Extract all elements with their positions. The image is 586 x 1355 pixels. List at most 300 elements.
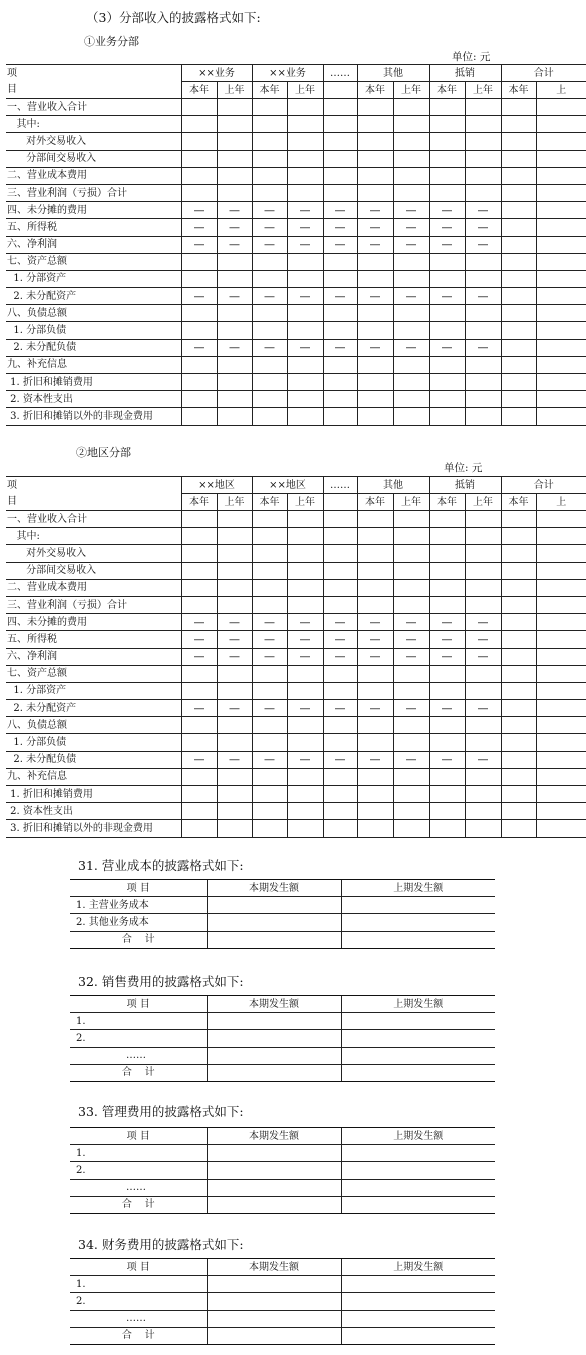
- empty-cell: [287, 167, 323, 184]
- empty-cell: [252, 562, 287, 579]
- empty-cell: [465, 511, 501, 528]
- empty-cell: [357, 596, 393, 613]
- table-row: [6, 219, 586, 236]
- dash-cell: —: [429, 700, 465, 717]
- empty-cell: [465, 768, 501, 785]
- table-row: [6, 167, 586, 184]
- dash-cell: —: [465, 751, 501, 768]
- empty-cell: [536, 786, 586, 803]
- empty-cell: [252, 768, 287, 785]
- current-period-cell: [207, 1064, 341, 1081]
- empty-cell: [536, 339, 586, 356]
- row-label: 1.: [70, 1276, 207, 1293]
- empty-cell: [323, 734, 357, 751]
- dash-cell: —: [323, 648, 357, 665]
- empty-cell: [501, 133, 536, 150]
- dash-cell: —: [217, 614, 252, 631]
- empty-cell: [429, 768, 465, 785]
- empty-cell: [217, 511, 252, 528]
- empty-cell: [536, 596, 586, 613]
- empty-cell: [393, 356, 429, 373]
- empty-cell: [536, 751, 586, 768]
- empty-cell: [501, 528, 536, 545]
- empty-cell: [323, 270, 357, 287]
- row-label: 2. 资本性支出: [6, 803, 181, 820]
- current-period-cell: [207, 1179, 341, 1196]
- dash-cell: —: [465, 614, 501, 631]
- empty-cell: [217, 391, 252, 408]
- empty-cell: [357, 374, 393, 391]
- empty-cell: [217, 820, 252, 837]
- empty-cell: [501, 682, 536, 699]
- empty-cell: [501, 408, 536, 425]
- table-row: [6, 202, 586, 219]
- empty-cell: [181, 391, 217, 408]
- empty-cell: [501, 356, 536, 373]
- current-period-cell: [207, 1162, 341, 1179]
- dash-cell: —: [393, 219, 429, 236]
- current-period-cell: [207, 931, 341, 948]
- sub-column-header: 上年: [393, 82, 429, 99]
- empty-cell: [465, 596, 501, 613]
- row-label: 八、负债总额: [6, 305, 181, 322]
- dash-cell: —: [287, 648, 323, 665]
- empty-cell: [465, 391, 501, 408]
- empty-cell: [536, 408, 586, 425]
- dash-cell: —: [287, 219, 323, 236]
- empty-cell: [252, 545, 287, 562]
- empty-cell: [217, 528, 252, 545]
- empty-cell: [429, 579, 465, 596]
- empty-cell: [501, 579, 536, 596]
- row-label: 七、资产总额: [6, 665, 181, 682]
- empty-cell: [181, 253, 217, 270]
- row-label: 3. 折旧和摊销以外的非现金费用: [6, 820, 181, 837]
- dash-cell: —: [217, 202, 252, 219]
- column-header: 上期发生额: [341, 1259, 495, 1276]
- sub-column-header: 本年: [357, 494, 393, 511]
- empty-cell: [181, 322, 217, 339]
- empty-cell: [181, 682, 217, 699]
- empty-cell: [501, 545, 536, 562]
- empty-cell: [357, 579, 393, 596]
- empty-cell: [252, 786, 287, 803]
- group-header: ……: [323, 65, 357, 82]
- empty-cell: [501, 167, 536, 184]
- empty-cell: [287, 786, 323, 803]
- table-row: [6, 356, 586, 373]
- table-row: [6, 786, 586, 803]
- dash-cell: —: [323, 339, 357, 356]
- empty-cell: [357, 305, 393, 322]
- empty-cell: [501, 648, 536, 665]
- prior-period-cell: [341, 1064, 495, 1081]
- empty-cell: [429, 305, 465, 322]
- sub-column-header: 本年: [357, 82, 393, 99]
- empty-cell: [252, 322, 287, 339]
- empty-cell: [536, 700, 586, 717]
- dash-cell: —: [429, 219, 465, 236]
- empty-cell: [287, 150, 323, 167]
- current-period-cell: [207, 1145, 341, 1162]
- dash-cell: —: [393, 631, 429, 648]
- table-row: [70, 931, 495, 948]
- empty-cell: [536, 219, 586, 236]
- empty-cell: [393, 116, 429, 133]
- dash-cell: —: [252, 202, 287, 219]
- empty-cell: [181, 408, 217, 425]
- empty-cell: [429, 734, 465, 751]
- empty-cell: [323, 253, 357, 270]
- empty-cell: [393, 150, 429, 167]
- empty-cell: [323, 545, 357, 562]
- group-header: ××业务: [252, 65, 323, 82]
- empty-cell: [465, 270, 501, 287]
- current-period-cell: [207, 1327, 341, 1344]
- group-header: ××业务: [181, 65, 252, 82]
- table32-title: 32. 销售费用的披露格式如下:: [78, 974, 244, 989]
- empty-cell: [357, 734, 393, 751]
- row-label: 1. 分部资产: [6, 682, 181, 699]
- empty-cell: [357, 253, 393, 270]
- row-label: 合 计: [70, 1327, 207, 1344]
- empty-cell: [393, 562, 429, 579]
- empty-cell: [252, 184, 287, 201]
- empty-cell: [217, 150, 252, 167]
- dash-cell: —: [252, 648, 287, 665]
- empty-cell: [536, 820, 586, 837]
- empty-cell: [393, 133, 429, 150]
- dash-cell: —: [465, 202, 501, 219]
- empty-cell: [393, 717, 429, 734]
- empty-cell: [357, 270, 393, 287]
- empty-cell: [181, 305, 217, 322]
- empty-cell: [323, 562, 357, 579]
- empty-cell: [501, 717, 536, 734]
- row-label: 其中:: [6, 116, 181, 133]
- dash-cell: —: [429, 631, 465, 648]
- dash-cell: —: [323, 700, 357, 717]
- empty-cell: [357, 133, 393, 150]
- empty-cell: [217, 786, 252, 803]
- empty-cell: [287, 253, 323, 270]
- empty-cell: [217, 596, 252, 613]
- sub-column-header: 上年: [465, 494, 501, 511]
- table34-title: 34. 财务费用的披露格式如下:: [78, 1237, 244, 1252]
- empty-cell: [181, 596, 217, 613]
- empty-cell: [217, 734, 252, 751]
- dash-cell: —: [393, 751, 429, 768]
- dash-cell: —: [429, 288, 465, 305]
- row-label: 一、营业收入合计: [6, 511, 181, 528]
- dash-cell: —: [393, 236, 429, 253]
- dash-cell: —: [323, 288, 357, 305]
- empty-cell: [323, 579, 357, 596]
- row-label: 合 计: [70, 1196, 207, 1213]
- empty-cell: [501, 305, 536, 322]
- empty-cell: [287, 596, 323, 613]
- empty-cell: [252, 734, 287, 751]
- empty-cell: [357, 322, 393, 339]
- empty-cell: [323, 305, 357, 322]
- empty-cell: [357, 511, 393, 528]
- empty-cell: [287, 579, 323, 596]
- empty-cell: [393, 734, 429, 751]
- row-label: 1. 分部负债: [6, 734, 181, 751]
- sub-column-header: 本年: [429, 82, 465, 99]
- dash-cell: —: [465, 700, 501, 717]
- table-row: [70, 1327, 495, 1344]
- empty-cell: [536, 648, 586, 665]
- empty-cell: [501, 236, 536, 253]
- column-header: 上期发生额: [341, 880, 495, 897]
- empty-cell: [287, 768, 323, 785]
- empty-cell: [287, 116, 323, 133]
- empty-cell: [287, 322, 323, 339]
- row-label: 五、所得税: [6, 219, 181, 236]
- empty-cell: [465, 579, 501, 596]
- empty-cell: [252, 391, 287, 408]
- empty-cell: [252, 682, 287, 699]
- dash-cell: —: [465, 631, 501, 648]
- prior-period-cell: [341, 1179, 495, 1196]
- empty-cell: [501, 116, 536, 133]
- row-label: 分部间交易收入: [6, 562, 181, 579]
- table-row: [70, 1276, 495, 1293]
- row-label: 1. 折旧和摊销费用: [6, 786, 181, 803]
- empty-cell: [501, 768, 536, 785]
- empty-cell: [217, 116, 252, 133]
- empty-cell: [357, 184, 393, 201]
- empty-cell: [181, 562, 217, 579]
- empty-cell: [287, 356, 323, 373]
- empty-cell: [393, 682, 429, 699]
- dash-cell: —: [429, 648, 465, 665]
- dash-cell: —: [323, 614, 357, 631]
- empty-cell: [357, 682, 393, 699]
- empty-cell: [536, 99, 586, 116]
- table-row: [6, 322, 586, 339]
- empty-cell: [429, 511, 465, 528]
- sub-column-header: 上年: [393, 494, 429, 511]
- empty-cell: [357, 528, 393, 545]
- row-label: 对外交易收入: [6, 545, 181, 562]
- empty-cell: [501, 270, 536, 287]
- prior-period-cell: [341, 1030, 495, 1047]
- empty-cell: [501, 786, 536, 803]
- empty-cell: [465, 150, 501, 167]
- empty-cell: [465, 545, 501, 562]
- dash-cell: —: [357, 700, 393, 717]
- empty-cell: [181, 717, 217, 734]
- row-label: 2.: [70, 1162, 207, 1179]
- business-segment-table: [6, 64, 586, 426]
- row-label: 六、净利润: [6, 648, 181, 665]
- dash-cell: —: [393, 614, 429, 631]
- column-header: 本期发生额: [207, 1259, 341, 1276]
- group-header: ……: [323, 477, 357, 494]
- empty-cell: [393, 803, 429, 820]
- empty-cell: [323, 803, 357, 820]
- dash-cell: —: [287, 700, 323, 717]
- row-label: 2.: [70, 1030, 207, 1047]
- empty-cell: [393, 665, 429, 682]
- table-row: [6, 682, 586, 699]
- dash-cell: —: [181, 236, 217, 253]
- row-label: ……: [70, 1047, 207, 1064]
- row-label: 二、营业成本费用: [6, 579, 181, 596]
- dash-cell: —: [357, 631, 393, 648]
- empty-cell: [393, 820, 429, 837]
- group-header: 其他: [357, 65, 429, 82]
- empty-cell: [429, 356, 465, 373]
- dash-cell: —: [465, 236, 501, 253]
- empty-cell: [536, 803, 586, 820]
- column-header: 项 目: [70, 1259, 207, 1276]
- empty-cell: [181, 820, 217, 837]
- empty-cell: [429, 682, 465, 699]
- dash-cell: —: [181, 219, 217, 236]
- table-row: [70, 1310, 495, 1327]
- table-row: [6, 768, 586, 785]
- empty-cell: [465, 820, 501, 837]
- empty-cell: [536, 768, 586, 785]
- empty-cell: [429, 374, 465, 391]
- empty-cell: [323, 116, 357, 133]
- empty-cell: [323, 682, 357, 699]
- table-row: [70, 897, 495, 914]
- current-period-cell: [207, 897, 341, 914]
- dash-cell: —: [181, 631, 217, 648]
- region-segment-subtitle: ②地区分部: [76, 446, 131, 459]
- empty-cell: [501, 631, 536, 648]
- table-row: [6, 631, 586, 648]
- current-period-cell: [207, 914, 341, 931]
- empty-cell: [181, 786, 217, 803]
- dash-cell: —: [393, 202, 429, 219]
- empty-cell: [536, 270, 586, 287]
- empty-cell: [465, 374, 501, 391]
- empty-cell: [536, 116, 586, 133]
- sub-column-header: 上年: [217, 82, 252, 99]
- row-label: 2. 资本性支出: [6, 391, 181, 408]
- empty-cell: [252, 596, 287, 613]
- dash-cell: —: [287, 288, 323, 305]
- dash-cell: —: [252, 751, 287, 768]
- empty-cell: [465, 682, 501, 699]
- empty-cell: [323, 596, 357, 613]
- empty-cell: [323, 717, 357, 734]
- row-label: 2. 其他业务成本: [70, 914, 207, 931]
- dash-cell: —: [181, 614, 217, 631]
- empty-cell: [287, 562, 323, 579]
- empty-cell: [393, 270, 429, 287]
- row-label: 1. 主营业务成本: [70, 897, 207, 914]
- empty-cell: [287, 391, 323, 408]
- empty-cell: [393, 167, 429, 184]
- table-row: [70, 1047, 495, 1064]
- empty-cell: [217, 768, 252, 785]
- empty-cell: [393, 253, 429, 270]
- empty-cell: [217, 167, 252, 184]
- dash-cell: —: [323, 631, 357, 648]
- prior-period-cell: [341, 1310, 495, 1327]
- empty-cell: [181, 768, 217, 785]
- row-label: 1.: [70, 1145, 207, 1162]
- dash-cell: —: [393, 700, 429, 717]
- dash-cell: —: [287, 751, 323, 768]
- group-header: ××地区: [252, 477, 323, 494]
- business-segment-subtitle: ①业务分部: [84, 35, 139, 48]
- empty-cell: [465, 408, 501, 425]
- empty-cell: [536, 579, 586, 596]
- table-row: [6, 339, 586, 356]
- prior-period-cell: [341, 914, 495, 931]
- empty-cell: [536, 511, 586, 528]
- empty-cell: [181, 803, 217, 820]
- empty-cell: [181, 270, 217, 287]
- sub-column-header: 本年: [181, 82, 217, 99]
- row-label: ……: [70, 1310, 207, 1327]
- table-row: [6, 305, 586, 322]
- empty-cell: [393, 305, 429, 322]
- sub-column-header: 本年: [429, 494, 465, 511]
- row-label: 1. 折旧和摊销费用: [6, 374, 181, 391]
- empty-cell: [465, 562, 501, 579]
- empty-cell: [429, 665, 465, 682]
- empty-cell: [536, 391, 586, 408]
- empty-cell: [536, 717, 586, 734]
- empty-cell: [181, 528, 217, 545]
- empty-cell: [252, 374, 287, 391]
- empty-cell: [252, 253, 287, 270]
- empty-cell: [357, 167, 393, 184]
- empty-cell: [536, 236, 586, 253]
- table-row: [70, 1145, 495, 1162]
- empty-cell: [501, 322, 536, 339]
- dash-cell: —: [465, 288, 501, 305]
- dash-cell: —: [287, 236, 323, 253]
- empty-cell: [252, 99, 287, 116]
- dash-cell: —: [252, 339, 287, 356]
- row-label: 四、未分摊的费用: [6, 202, 181, 219]
- dash-cell: —: [252, 631, 287, 648]
- empty-cell: [429, 545, 465, 562]
- empty-cell: [429, 99, 465, 116]
- empty-cell: [536, 734, 586, 751]
- empty-cell: [252, 803, 287, 820]
- empty-cell: [217, 253, 252, 270]
- dash-cell: —: [217, 219, 252, 236]
- table-row: [6, 717, 586, 734]
- dash-cell: —: [287, 631, 323, 648]
- sub-column-header: 上年: [287, 82, 323, 99]
- table-row: [6, 150, 586, 167]
- empty-cell: [429, 562, 465, 579]
- empty-cell: [323, 322, 357, 339]
- empty-cell: [536, 288, 586, 305]
- empty-cell: [323, 356, 357, 373]
- empty-cell: [287, 545, 323, 562]
- dash-cell: —: [252, 236, 287, 253]
- empty-cell: [181, 116, 217, 133]
- empty-cell: [252, 511, 287, 528]
- empty-cell: [465, 184, 501, 201]
- empty-cell: [357, 820, 393, 837]
- table34: [70, 1258, 495, 1345]
- empty-cell: [536, 167, 586, 184]
- prior-period-cell: [341, 1276, 495, 1293]
